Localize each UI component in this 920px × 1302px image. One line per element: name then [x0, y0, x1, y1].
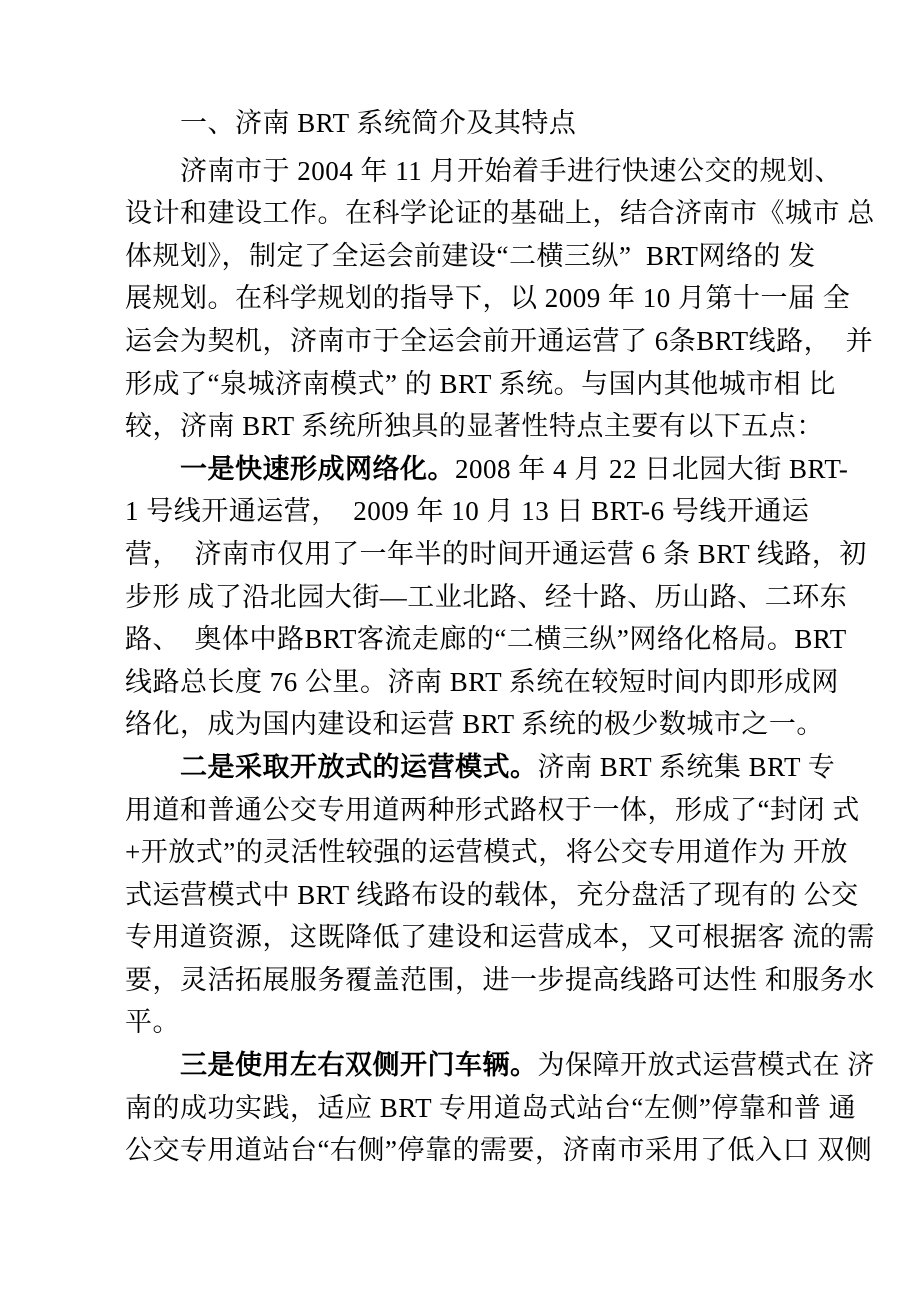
text-line	[125, 959, 875, 1002]
text-line-bold-segment: 二是采取开放式的运营模式。	[180, 751, 538, 782]
text-line	[125, 235, 815, 278]
text-line-segment: 体规划》，制定了全运会前建设“二横三纵” BRT网络的 发	[125, 240, 816, 271]
text-line	[125, 150, 842, 193]
text-line	[125, 576, 848, 619]
text-line-segment: 用道和普通公交专用道两种形式路权于一体，形成了“封闭 式	[125, 794, 860, 825]
text-line-segment: 1 号线开通运营， 2009 年 10 月 13 日 BRT-6 号线开通运	[125, 496, 810, 527]
text-line	[125, 703, 824, 746]
text-line-segment: 营， 济南市仅用了一年半的时间开通运营 6 条 BRT 线路，初	[125, 538, 867, 569]
text-line-segment: 步形 成了沿北园大街—工业北路、经十路、历山路、二环东	[125, 581, 848, 612]
text-line	[125, 661, 839, 704]
text-line-segment: 公交专用道站台“右侧”停靠的需要，济南市采用了低入口 双侧	[125, 1135, 873, 1166]
text-line-segment: 设计和建设工作。在科学论证的基础上，结合济南市《城市 总	[125, 198, 875, 229]
text-line-segment: +开放式”的灵活性较强的运营模式，将公交专用道作为 开放	[125, 837, 848, 868]
text-line	[125, 490, 815, 533]
text-line	[125, 533, 867, 576]
text-line	[125, 405, 824, 448]
text-line-segment: 路、 奥体中路BRT客流走廊的“二横三纵”网络化格局。BRT	[125, 624, 847, 655]
text-line-segment: 平。	[125, 1007, 180, 1038]
text-line	[125, 1001, 815, 1044]
text-line	[125, 277, 851, 320]
text-line	[125, 1044, 875, 1087]
text-line-segment: 形成了“泉城济南模式” 的 BRT 系统。与国内其他城市相 比	[125, 368, 836, 399]
text-line-segment: 络化，成为国内建设和运营 BRT 系统的极少数城市之一。	[125, 709, 824, 740]
text-line-segment: 展规划。在科学规划的指导下，以 2009 年 10 月第十一届 全	[125, 283, 851, 314]
text-line	[125, 1129, 873, 1172]
text-line	[125, 831, 848, 874]
text-line-segment: 为保障开放式运营模式在 济	[537, 1050, 875, 1081]
text-line-segment: 要，灵活拓展服务覆盖范围，进一步提高线路可达性 和服务水	[125, 964, 875, 995]
text-line-bold-segment: 一是快速形成网络化。	[180, 453, 455, 484]
text-line	[125, 789, 860, 832]
text-line	[125, 448, 849, 491]
document-content	[125, 102, 875, 1172]
text-line	[125, 916, 875, 959]
text-line-segment: 式运营模式中 BRT 线路布设的载体，充分盘活了现有的 公交	[125, 879, 859, 910]
text-line	[125, 746, 836, 789]
text-line	[125, 1087, 857, 1130]
text-line-segment: 专用道资源，这既降低了建设和运营成本，又可根据客 流的需	[125, 922, 875, 953]
text-line-bold-segment: 三是使用左右双侧开门车辆。	[180, 1050, 538, 1081]
text-line-segment: 运会为契机，济南市于全运会前开通运营了 6条BRT线路， 并	[125, 325, 874, 356]
text-line-segment: 济南市于 2004 年 11 月开始着手进行快速公交的规划、	[180, 155, 842, 186]
text-line-segment: 济南 BRT 系统集 BRT 专	[537, 751, 836, 782]
text-line	[125, 618, 847, 661]
text-line	[125, 874, 859, 917]
text-line	[125, 320, 874, 363]
text-line-segment: 南的成功实践，适应 BRT 专用道岛式站台“左侧”停靠和普 通	[125, 1092, 857, 1123]
text-line-segment: 较，济南 BRT 系统所独具的显著性特点主要有以下五点：	[125, 411, 824, 442]
page-title: 一、济南 BRT 系统简介及其特点	[180, 108, 577, 138]
text-line-segment: 线路总长度 76 公里。济南 BRT 系统在较短时间内即形成网	[125, 666, 839, 697]
text-line	[125, 192, 875, 235]
text-line	[125, 363, 836, 406]
text-line-segment: 2008 年 4 月 22 日北园大街 BRT-	[455, 453, 849, 484]
document-body	[125, 150, 875, 1172]
